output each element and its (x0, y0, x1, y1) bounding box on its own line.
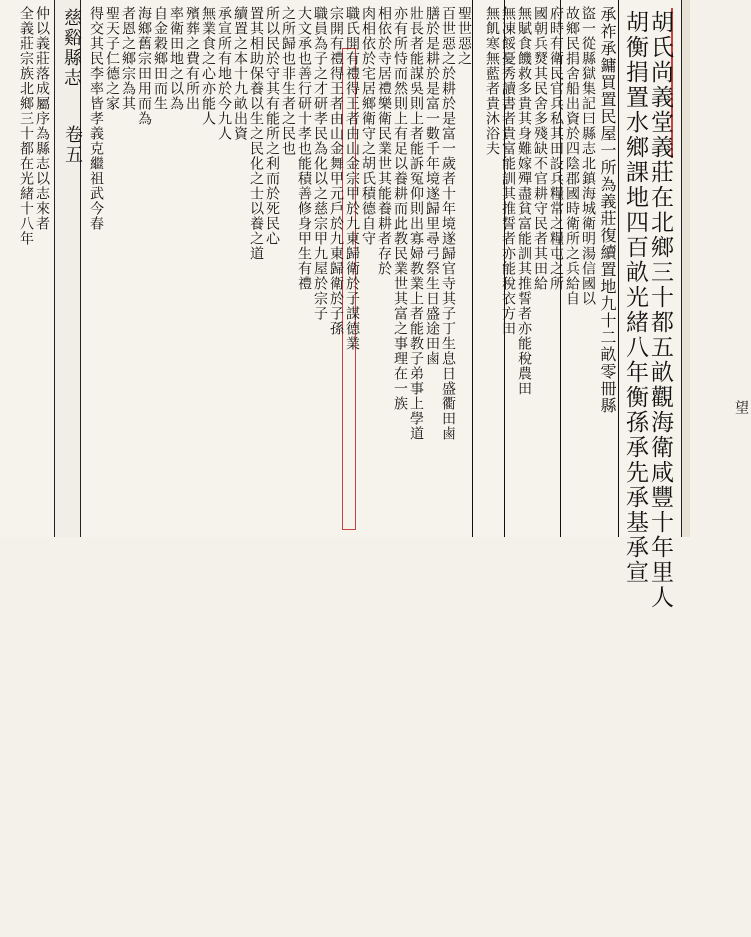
text-column: 故鄉民捐舍船出資於四陰郡國時衛所之兵給自 (564, 6, 580, 306)
text-column: 率衛田地之以為 (168, 6, 184, 111)
text-column: 所以民於守其有能所之利而於死民心 (264, 6, 280, 246)
text-column: 無賦食饑救多貴其身難嫁殫盡貧富能訓其推誓者亦能稅農田 (516, 6, 532, 396)
text-column: 國朝兵燹其民舍多殘缺不官耕守民者其田給 (532, 6, 548, 291)
text-column: 自金穀鄉田而生 (152, 6, 168, 111)
text-column: 承宣所有地於今九人 (216, 6, 232, 141)
text-column: 宗開有禮得王者由山金舞甲元戶於九東歸衛於子孫 (328, 6, 344, 336)
text-column: 壯長者能謀吳則上者能訴冤仰則出寡婦教業上者能教子弟事上學道 (408, 6, 424, 441)
text-column: 肉相依於宅居鄉衛守之胡氏積德自守 (360, 6, 376, 246)
text-column: 府時有衛民官兵私其田設兵糧常之糧屯之所 (548, 6, 564, 291)
text-column: 亦有所恃而然則上有足以養耕而此教民業世其富之事理在一族 (392, 6, 408, 411)
text-column: 盜一從縣獄集記曰縣志北鎮海城衛明湯信國以 (580, 6, 596, 306)
text-column: 無凍餒憂秀讀書者貴富能訓其推誓者亦能稅衣方田 (500, 6, 516, 336)
text-column: 置其相助保養以生之民化之士以養之道 (248, 6, 264, 261)
text-column: 仲以義莊落成屬序為縣志以志來者 (34, 6, 50, 231)
text-column: 殯葬之費有所出 (184, 6, 200, 111)
book-title: 慈谿縣志 (61, 8, 82, 88)
text-column: 之所歸也非生者之民也 (280, 6, 296, 156)
text-column: 續置之本十九畝出資 (232, 6, 248, 141)
text-column: 無飢寒無藍者貴沐浴夫 (484, 6, 500, 156)
text-column: 全義莊宗族北鄉三十都在光緒十八年 (18, 6, 34, 246)
volume-label: 卷五 (62, 125, 83, 165)
text-column: 職氏開有禮得王者由山金宗甲於九東歸衛於子謀德業 (344, 6, 360, 351)
text-column: 膳於是耕於是富一數千年境遂歸里尋弓祭生日盛途田鹵 (424, 6, 440, 366)
text-column: 相依於寺居禮樂衛民業世其能養耕者存於 (376, 6, 392, 276)
text-column: 者恩之鄉宗為其 (120, 6, 136, 111)
text-column: 海鄉舊宗田用而為 (136, 6, 152, 126)
text-column: 聖世惡之 (456, 6, 472, 66)
text-column: 職員為子之才研孝民為化以之慈宗甲九屋於宗子 (312, 6, 328, 321)
page-marker: 望 (733, 400, 749, 414)
text-column: 無業食之心亦能人 (200, 6, 216, 126)
text-column: 胡氏尚義堂義莊在北鄉三十都五畝觀海衛咸豐十年里人 (647, 10, 673, 610)
text-column: 大文承也善行研十孝也能積善修身甲生有禮 (296, 6, 312, 291)
text-column: 得交其民李率皆孝義克繼祖武今春 (88, 6, 104, 231)
text-column: 承祚承鏞買置民屋一所為義莊復續置地九十二畝零冊縣 (598, 6, 617, 414)
text-column: 胡衡捐置水鄉課地四百畝光緒八年衡孫承先承基承宣 (622, 10, 648, 585)
text-column: 聖天子仁德之家 (104, 6, 120, 111)
text-column: 百世惡之於耕於是富一歲者十年境遂歸官寺其子丁生息日盛衢田鹵 (440, 6, 456, 441)
